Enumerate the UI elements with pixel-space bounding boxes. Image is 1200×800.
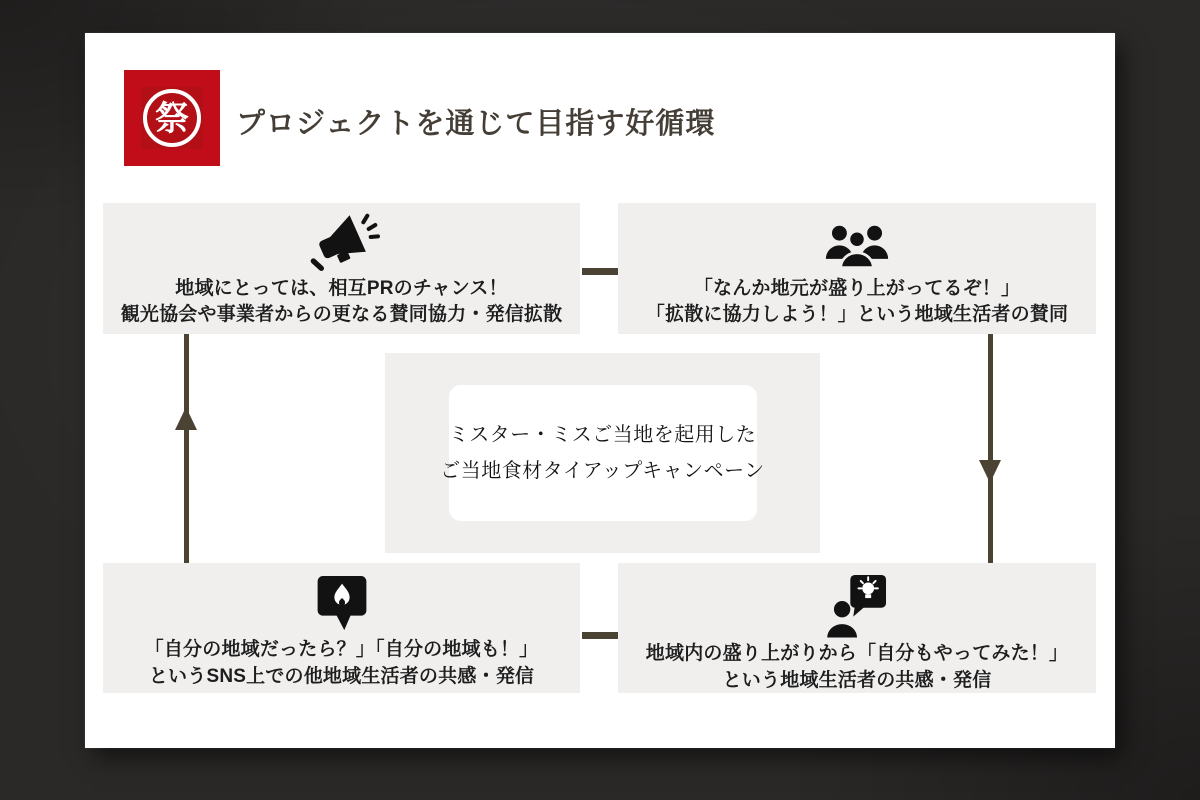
box-text-line: 「なんか地元が盛り上がってるぞ！」 — [693, 277, 1021, 299]
arrow-left-line — [184, 334, 189, 563]
connector-bottom-horizontal — [582, 632, 618, 639]
logo-seal-circle — [143, 89, 201, 147]
box-other-region-empathy — [103, 563, 580, 693]
box-text-line: というSNS上での他地域生活者の共感・発信 — [148, 665, 535, 687]
logo-glyph: 祭 — [155, 99, 189, 139]
presentation-slide — [85, 33, 1115, 748]
people-group-icon — [823, 223, 891, 269]
campaign-line: ミスター・ミスご当地を起用した — [448, 424, 757, 446]
box-text-line: 「自分の地域だったら？」「自分の地域も！」 — [144, 639, 539, 660]
festival-seal-logo — [124, 70, 220, 166]
flame-speech-bubble-icon — [313, 573, 371, 637]
campaign-line: ご当地食材タイアップキャンペーン — [440, 460, 765, 482]
box-regional-pr — [103, 203, 580, 334]
box-text-line: 地域内の盛り上がりから「自分もやってみた！」 — [645, 643, 1069, 664]
center-campaign-panel — [385, 353, 820, 553]
box-text — [109, 276, 574, 329]
box-text-line: 観光協会や事業者からの更なる賛同協力・発信拡散 — [120, 304, 563, 326]
box-local-residents-support — [618, 203, 1096, 334]
arrow-up-head-icon — [175, 407, 197, 430]
box-text-line: という地域生活者の共感・発信 — [722, 669, 992, 691]
box-tried-it-myself — [618, 563, 1096, 693]
box-text — [624, 641, 1090, 694]
box-text — [109, 637, 574, 690]
megaphone-icon — [304, 213, 380, 273]
box-text — [624, 276, 1090, 329]
arrow-right-line — [988, 334, 993, 563]
center-campaign-box — [440, 385, 765, 521]
connector-top-horizontal — [582, 268, 618, 275]
box-text-line: 「拡散に協力しよう！」という地域生活者の賛同 — [645, 304, 1069, 326]
logo-badge — [141, 87, 203, 149]
arrow-down-head-icon — [979, 460, 1001, 483]
box-text-line: 地域にとっては、相互PRのチャンス！ — [175, 277, 508, 299]
person-idea-bubble-icon — [825, 573, 889, 641]
page-title: プロジェクトを通じて目指す好循環 — [236, 108, 716, 140]
